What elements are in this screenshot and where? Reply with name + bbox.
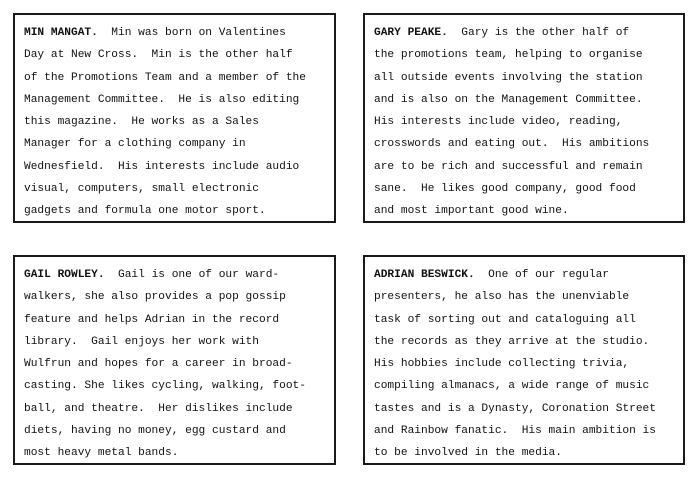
bio-line: casting. She likes cycling, walking, foot- <box>24 380 306 393</box>
bio-line: of the Promotions Team and a member of the <box>24 71 306 84</box>
bio-line: diets, having no money, egg custard and <box>24 425 286 438</box>
bio-line: ball, and theatre. Her dislikes include <box>24 402 293 415</box>
bio-line: Day at New Cross. Min is the other half <box>24 49 293 62</box>
bio-line: compiling almanacs, a wide range of music <box>374 380 650 393</box>
bio-line: Management Committee. He is also editing <box>24 93 300 106</box>
bio-line: visual, computers, small electronic <box>24 183 259 196</box>
bio-first-line <box>374 264 675 286</box>
bio-line: task of sorting out and cataloguing all <box>374 313 636 326</box>
bio-name: ADRIAN BESWICK. <box>374 269 475 281</box>
bio-line: and most important good wine. <box>374 205 569 218</box>
bio-line: walkers, she also provides a pop gossip <box>24 291 286 304</box>
bio-line: feature and helps Adrian in the record <box>24 313 280 326</box>
bio-name: GARY PEAKE. <box>374 27 448 39</box>
bio-line: presenters, he also has the unenviable <box>374 291 630 304</box>
bio-line: Wednesfield. His interests include audio <box>24 160 300 173</box>
bio-box-gail-rowley <box>13 255 336 465</box>
bio-text: Gary is the other half of <box>447 27 630 39</box>
bio-line: the promotions team, helping to organise <box>374 49 643 62</box>
bio-line: His hobbies include collecting trivia, <box>374 358 630 371</box>
bio-first-line <box>24 22 326 44</box>
bio-name: MIN MANGAT. <box>24 27 98 39</box>
bio-text: One of our regular <box>474 269 609 281</box>
bio-line: the records as they arrive at the studio. <box>374 335 650 348</box>
bio-line: gadgets and formula one motor sport. <box>24 205 266 218</box>
bio-text: Min was born on Valentines <box>97 27 286 39</box>
bio-line: Wulfrun and hopes for a career in broad- <box>24 358 293 371</box>
bio-line: and Rainbow fanatic. His main ambition is <box>374 425 656 438</box>
bio-first-line <box>374 22 675 44</box>
bio-line: tastes and is a Dynasty, Coronation Street <box>374 402 656 415</box>
bio-line: most heavy metal bands. <box>24 447 179 460</box>
bio-line: this magazine. He works as a Sales <box>24 116 259 129</box>
bio-name: GAIL ROWLEY. <box>24 269 105 281</box>
bio-line: all outside events involving the station <box>374 71 643 84</box>
bio-line: and is also on the Management Committee. <box>374 93 643 106</box>
bio-line: sane. He likes good company, good food <box>374 183 636 196</box>
bio-box-gary-peake <box>363 13 685 223</box>
bio-line: library. Gail enjoys her work with <box>24 335 259 348</box>
bio-line: crosswords and eating out. His ambitions <box>374 138 650 151</box>
bio-box-adrian-beswick <box>363 255 685 465</box>
bio-line: His interests include video, reading, <box>374 116 623 129</box>
bio-line: Manager for a clothing company in <box>24 138 246 151</box>
bio-line: are to be rich and successful and remain <box>374 160 643 173</box>
bio-line: to be involved in the media. <box>374 447 562 460</box>
bio-first-line <box>24 264 326 286</box>
bio-text: Gail is one of our ward- <box>104 269 280 281</box>
bio-box-min-mangat <box>13 13 336 223</box>
